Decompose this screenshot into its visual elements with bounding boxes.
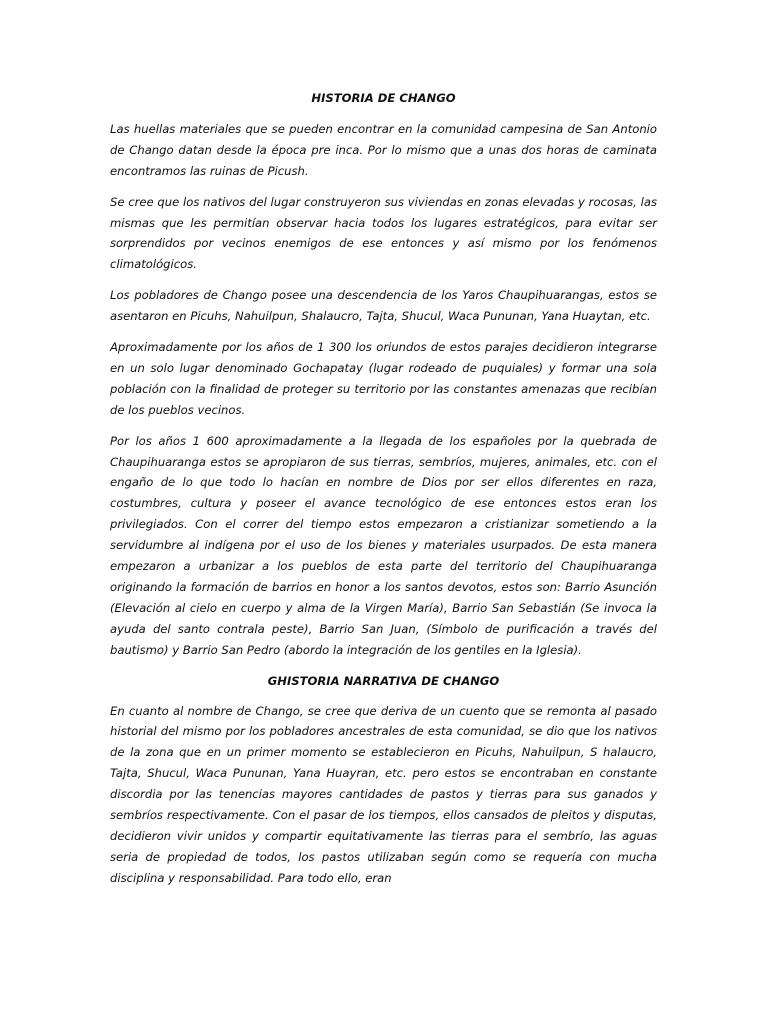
paragraph-settlements: Se cree que los nativos del lugar construyeron sus viviendas en zonas elevadas y rocosas, las mismas que les permitían observar hacia todos los lugares estratégicos, para evitar ser sorprendidos por vecinos enemigos de ese entonces y así mismo por los fenómenos climatológicos. [110,194,657,272]
document-body [110,88,657,899]
section-subtitle: GHISTORIA NARRATIVA DE CHANGO [267,673,500,688]
paragraph-integration: Aproximadamente por los años de 1 300 los oriundos de estos parajes decidieron integrarse en un solo lugar denominado Gochapatay (lugar rodeado de puquiales) y formar una sola población con la finalidad de proteger su territorio por las constantes amenazas que recibían de los pueblos vecinos. [110,340,657,417]
paragraph-spanish-arrival: Por los años 1 600 aproximadamente a la llegada de los españoles por la quebrada de Chaupihuaranga estos se apropiaron de sus tierras, sembríos, mujeres, animales, etc. con el engaño de lo que todo lo hacían en nombre de Dios por ser ellos diferentes en raza, costumbres, cultura y poseer el avance tecnológico de ese entonces estos eran los privilegiados. Con el correr del tiempo estos empezaron a cristianizar sometiendo a la servidumbre al indígena por el uso de los bienes y materiales usurpados. De esta manera empezaron a urbanizar a los pueblos de esta parte del territorio del Chaupihuaranga originando la formación de barrios en honor a los santos devotos, estos son: Barrio Asunción (Elevación al cielo en cuerpo y alma de la Virgen María), Barrio San Sebastián (Se invoca la ayuda del santo contrala peste), Barrio San Juan, (Símbolo de purificación a través del bautismo) y Barrio San Pedro (abordo la integración de los gentiles en la Iglesia). [110,433,657,657]
paragraph-origins: Las huellas materiales que se pueden encontrar en la comunidad campesina de San Antonio de Chango datan desde la época pre inca. Por lo mismo que a unas dos horas de caminata encontramos las ruinas de Picush. [110,121,657,178]
paragraph-name-origin: En cuanto al nombre de Chango, se cree que deriva de un cuento que se remonta al pasado historial del mismo por los pobladores ancestrales de esta comunidad, se dio que los nativos de la zona que en un primer momento se establecieron en Picuhs, Nahuilpun, S halaucro, Tajta, Shucul, Waca Pununan, Yana Huayran, etc. pero estos se encontraban en constante discordia por las tenencias mayores cantidades de pastos y tierras para sus ganados y sembríos respectivamente. Con el pasar de los tiempos, ellos cansados de pleitos y disputas, decidieron vivir unidos y compartir equitativamente las tierras para el sembrío, las aguas seria de propiedad de todos, los pastos utilizaban según como se requería con mucha disciplina y responsabilidad. Para todo ello, eran [110,703,657,885]
paragraph-descendants: Los pobladores de Chango posee una descendencia de los Yaros Chaupihuarangas, estos se asentaron en Picuhs, Nahuilpun, Shalaucro, Tajta, Shucul, Waca Pununan, Yana Huaytan, etc. [110,288,657,324]
document-title: HISTORIA DE CHANGO [311,91,456,105]
